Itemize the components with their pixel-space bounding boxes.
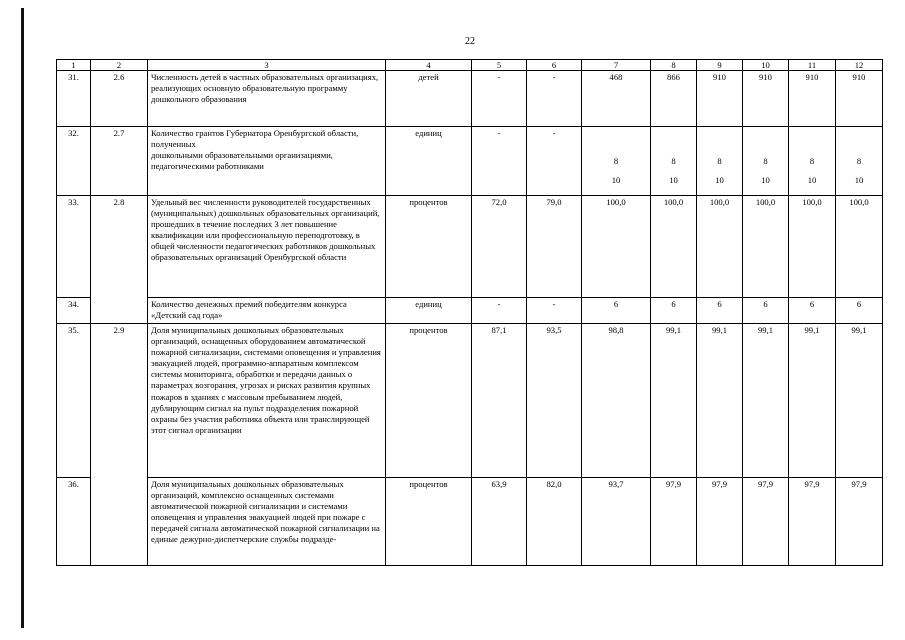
column-header: 4 (386, 60, 472, 71)
value-cell: 6 (651, 298, 697, 324)
table-header-row (57, 60, 883, 71)
value-cell: - (472, 298, 527, 324)
value-cell: 100,0 (697, 196, 743, 298)
value-line: 8 (717, 156, 722, 166)
value-cell: - (527, 127, 582, 196)
row-number: 32. (57, 127, 91, 196)
row-code: 2.9 (91, 324, 148, 478)
indicators-table (56, 59, 883, 566)
row-description: Численность детей в частных образовательных организациях, реализующих основную образовательную программу дошкольного образования (148, 71, 386, 127)
value-cell: 6 (789, 298, 836, 324)
value-cell: 93,5 (527, 324, 582, 478)
row-number: 36. (57, 478, 91, 566)
row-code: 2.6 (91, 71, 148, 127)
value-cell: 97,9 (836, 478, 883, 566)
row-unit: единиц (386, 127, 472, 196)
row-unit: процентов (386, 324, 472, 478)
page-number: 22 (465, 36, 475, 47)
column-header: 2 (91, 60, 148, 71)
column-header: 12 (836, 60, 883, 71)
description-line: дошкольными образовательными организациями, (151, 150, 333, 161)
row-code (91, 478, 148, 566)
value-line: 8 (671, 156, 676, 166)
value-cell: 910 (836, 71, 883, 127)
value-cell: - (472, 71, 527, 127)
value-cell: 100,0 (836, 196, 883, 298)
column-header: 11 (789, 60, 836, 71)
value-cell: 6 (582, 298, 651, 324)
value-line: 10 (761, 175, 770, 186)
table-row (57, 478, 883, 566)
row-unit: единиц (386, 298, 472, 324)
column-header: 10 (743, 60, 789, 71)
row-description (148, 127, 386, 196)
value-cell: 99,1 (651, 324, 697, 478)
row-number: 33. (57, 196, 91, 298)
row-number: 31. (57, 71, 91, 127)
row-unit: процентов (386, 196, 472, 298)
table-row (57, 127, 883, 196)
value-line: 8 (856, 156, 862, 166)
table-row (57, 298, 883, 324)
row-unit: детей (386, 71, 472, 127)
value-cell: 910 (743, 71, 789, 127)
column-header: 6 (527, 60, 582, 71)
value-cell: 99,1 (697, 324, 743, 478)
column-header: 3 (148, 60, 386, 71)
value-cell: 910 (789, 71, 836, 127)
row-description: Доля муниципальных дошкольных образовательных организаций, комплексно оснащенных системами автоматической пожарной сигнализации и системами оповещения и управления эвакуацией людей при пожаре с передачей сигнала автоматической пожарной сигнализации на единые дежурно-диспетчерские службы подразде- (148, 478, 386, 566)
value-cell: 99,1 (789, 324, 836, 478)
value-cell: 97,9 (651, 478, 697, 566)
value-cell: 97,9 (789, 478, 836, 566)
value-cell: 100,0 (582, 196, 651, 298)
value-cell: 6 (836, 298, 883, 324)
table-row (57, 324, 883, 478)
value-line: 8 (613, 156, 619, 166)
value-cell: 6 (697, 298, 743, 324)
value-cell: 100,0 (743, 196, 789, 298)
value-cell: 99,1 (743, 324, 789, 478)
column-header: 8 (651, 60, 697, 71)
scan-edge-line (21, 8, 24, 628)
column-header: 9 (697, 60, 743, 71)
row-description: Количество денежных премий победителям конкурса «Детский сад года» (148, 298, 386, 324)
column-header: 7 (582, 60, 651, 71)
value-cell: 87,1 (472, 324, 527, 478)
description-line: Количество грантов Губернатора Оренбургской области, полученных (151, 128, 359, 150)
value-line: 8 (809, 156, 815, 166)
value-cell: - (527, 71, 582, 127)
value-line: 10 (807, 175, 817, 186)
table-row (57, 196, 883, 298)
value-cell (836, 127, 883, 196)
value-cell (789, 127, 836, 196)
value-cell (743, 127, 789, 196)
value-cell: 100,0 (789, 196, 836, 298)
value-cell: 98,8 (582, 324, 651, 478)
value-cell: 93,7 (582, 478, 651, 566)
value-cell: 63,9 (472, 478, 527, 566)
value-cell: 6 (743, 298, 789, 324)
column-header: 1 (57, 60, 91, 71)
row-number: 35. (57, 324, 91, 478)
row-code: 2.7 (91, 127, 148, 196)
value-cell: 910 (697, 71, 743, 127)
value-cell: 79,0 (527, 196, 582, 298)
value-line: 10 (669, 175, 678, 186)
value-cell: - (472, 127, 527, 196)
row-description: Удельный вес численности руководителей государственных (муниципальных) дошкольных образовательных организаций, прошедших в течение последних 3 лет повышение квалификации или профессиональную переподготовку, в общей численности педагогических работников дошкольных образовательных организаций Оренбургской области (148, 196, 386, 298)
row-unit: процентов (386, 478, 472, 566)
value-cell: 82,0 (527, 478, 582, 566)
value-cell: 97,9 (743, 478, 789, 566)
value-line: 10 (854, 175, 864, 186)
description-line: педагогическими работниками (151, 161, 264, 172)
value-line: 8 (763, 156, 768, 166)
value-cell: 72,0 (472, 196, 527, 298)
value-cell: 468 (582, 71, 651, 127)
value-cell (697, 127, 743, 196)
value-cell: 97,9 (697, 478, 743, 566)
row-description: Доля муниципальных дошкольных образовательных организаций, оснащенных оборудованием автоматической пожарной сигнализации, системами оповещения и управления эвакуацией людей, программно-аппаратным комплексом системы мониторинга, обработки и передачи данных о параметрах возгорания, угрозах и рисках развития крупных пожаров в зданиях с массовым пребыванием людей, дублирующим сигнал на пульт подразделения пожарной охраны без участия работника объекта или транслирующей этот сигнал организации (148, 324, 386, 478)
row-code (91, 298, 148, 324)
table-row (57, 71, 883, 127)
value-cell (582, 127, 651, 196)
value-cell (651, 127, 697, 196)
row-code: 2.8 (91, 196, 148, 298)
value-line: 10 (611, 175, 621, 186)
value-line: 10 (715, 175, 724, 186)
value-cell: 100,0 (651, 196, 697, 298)
value-cell: - (527, 298, 582, 324)
row-number: 34. (57, 298, 91, 324)
value-cell: 866 (651, 71, 697, 127)
column-header: 5 (472, 60, 527, 71)
value-cell: 99,1 (836, 324, 883, 478)
